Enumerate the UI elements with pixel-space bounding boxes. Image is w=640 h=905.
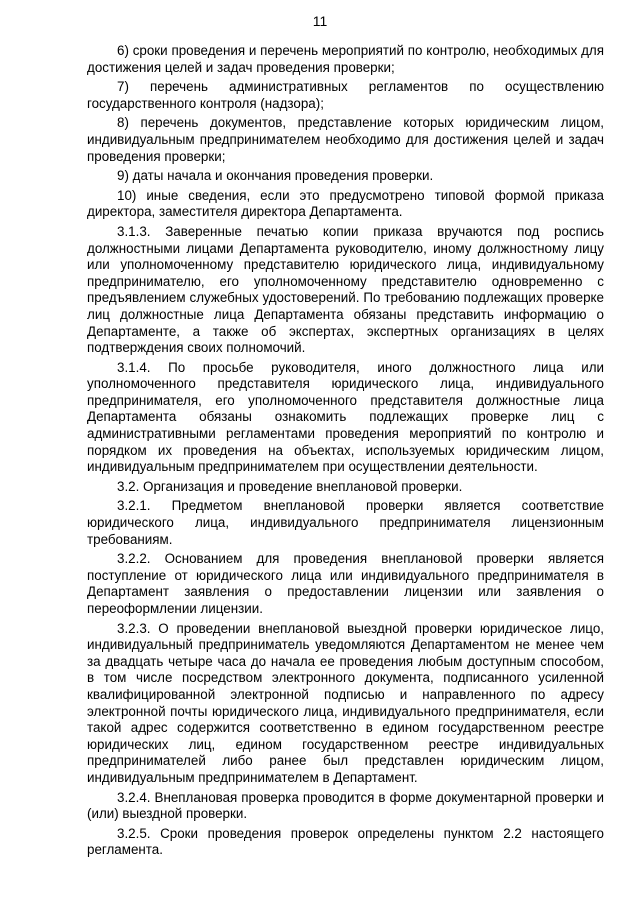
paragraph-item-9: 9) даты начала и окончания проведения проверки. xyxy=(117,168,434,184)
paragraph-item-10: 10) иные сведения, если это предусмотрено типовой формой приказа директора, заместителя директора Департамента. xyxy=(87,187,604,220)
paragraph-item-7: 7) перечень административных регламентов по осуществлению государственного контроля (надзора); xyxy=(87,79,604,111)
paragraph-item-6: 6) сроки проведения и перечень мероприятий по контролю, необходимых для достижения целей и задач проведения проверки; xyxy=(87,43,604,75)
paragraph-3-2: 3.2. Организация и проведение внеплановой проверки. xyxy=(117,478,463,494)
paragraph-3-2-3: 3.2.3. О проведении внеплановой выездной проверки юридическое лицо, индивидуальный предприниматель уведомляются Департаментом не менее чем за двадцать четыре часа до начала ее проведения любым доступным способом, в том числе посредством электронного документа, подписанного усиленной квалифицированной электронной подписью и направленного по адресу электронной почты юридического лица, индивидуального предпринимателя, если такой адрес содержится соответственно в едином государственном реестре юридических лиц, едином государственном реестре индивидуальных предпринимателей либо ранее был представлен юридическим лицом, индивидуальным предпринимателем в Департамент. xyxy=(87,620,604,785)
paragraph-3-2-1: 3.2.1. Предметом внеплановой проверки является соответствие юридического лица, индивидуального предпринимателя лицензионным требованиям. xyxy=(87,498,604,547)
paragraph-3-2-2: 3.2.2. Основанием для проведения внеплановой проверки является поступление от юридического лица или индивидуального предпринимателя в Департамент заявления о предоставлении лицензии или заявления о переоформлении лицензии. xyxy=(87,551,604,616)
paragraph-item-8: 8) перечень документов, представление которых юридическим лицом, индивидуальным предпринимателем необходимо для достижения целей и задач проведения проверки; xyxy=(87,115,604,164)
paragraph-3-2-5: 3.2.5. Сроки проведения проверок определены пунктом 2.2 настоящего регламента. xyxy=(87,825,604,858)
paragraph-3-1-3: 3.1.3. Заверенные печатью копии приказа вручаются под роспись должностными лицами Департамента руководителю, иному должностному лицу или уполномоченному представителю юридического лица, индивидуальному предпринимателю, его уполномоченному представителю одновременно с предъявлением служебных удостоверений. По требованию подлежащих проверке лиц должностные лица Департамента обязаны представить информацию о Департаменте, а также об экспертах, экспертных организациях в целях подтверждения своих полномочий. xyxy=(87,223,604,356)
paragraph-3-2-4: 3.2.4. Внеплановая проверка проводится в форме документарной проверки и (или) выездной проверки. xyxy=(87,789,604,822)
paragraph-3-1-4: 3.1.4. По просьбе руководителя, иного должностного лица или уполномоченного представителя юридического лица, индивидуального предпринимателя, его уполномоченного представителя должностные лица Департамента обязаны ознакомить подлежащих проверке лиц с административными регламентами проведения мероприятий по контролю и порядком их проведения на объектах, используемых юридическим лицом, индивидуальным предпринимателем при осуществлении деятельности. xyxy=(87,359,604,475)
document-body xyxy=(87,43,604,862)
page-number: 11 xyxy=(312,13,328,29)
